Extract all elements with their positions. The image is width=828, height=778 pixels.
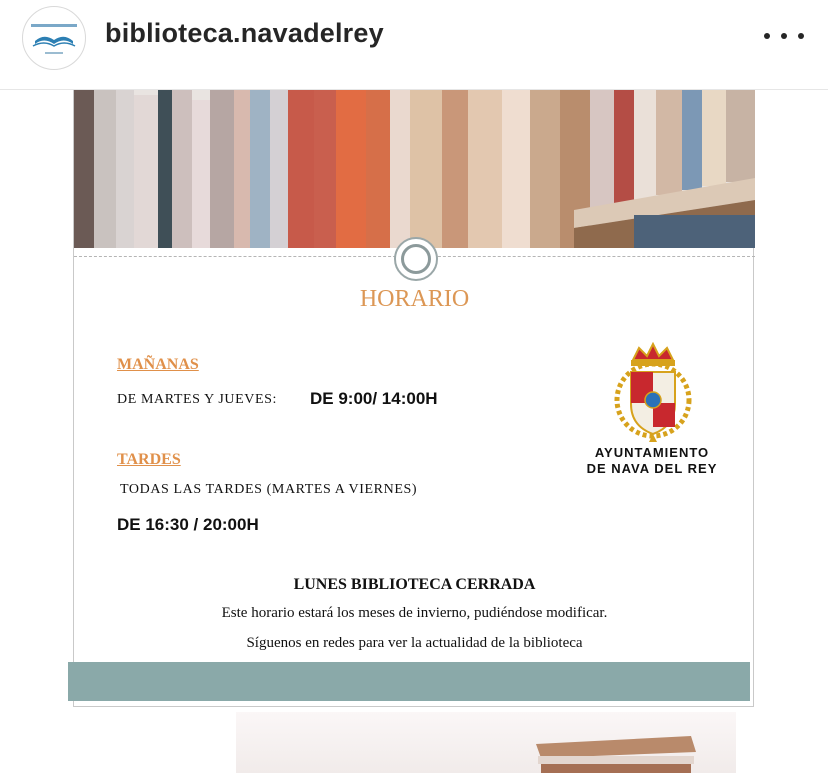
afternoon-heading: TARDES (117, 451, 181, 468)
council-name-line2: DE NAVA DEL REY (586, 461, 718, 476)
morning-days: DE MARTES Y JUEVES: (117, 392, 278, 407)
library-logo-icon (23, 7, 85, 69)
footer-bar (68, 662, 750, 701)
more-options-icon[interactable] (764, 22, 804, 50)
afternoon-days: TODAS LAS TARDES (MARTES A VIERNES) (120, 482, 418, 497)
circle-ornament-icon (394, 237, 438, 281)
post-header (0, 0, 828, 90)
coat-of-arms-icon (609, 342, 697, 446)
afternoon-hours: DE 16:30 / 20:00H (117, 515, 259, 534)
post-image (73, 90, 754, 707)
schedule-title: HORARIO (359, 286, 470, 312)
profile-avatar[interactable] (22, 6, 86, 70)
morning-heading: MAÑANAS (117, 356, 199, 373)
council-name-line1: AYUNTAMIENTO (594, 445, 710, 460)
closed-notice: LUNES BIBLIOTECA CERRADA (293, 576, 536, 593)
next-image-preview (236, 712, 736, 773)
username[interactable]: biblioteca.navadelrey (105, 18, 384, 48)
morning-hours: DE 9:00/ 14:00H (310, 389, 438, 408)
follow-note: Síguenos en redes para ver la actualidad de la biblioteca (246, 635, 583, 651)
bookshelf-photo (74, 90, 755, 248)
season-note: Este horario estará los meses de invierno, pudiéndose modificar. (221, 605, 608, 621)
